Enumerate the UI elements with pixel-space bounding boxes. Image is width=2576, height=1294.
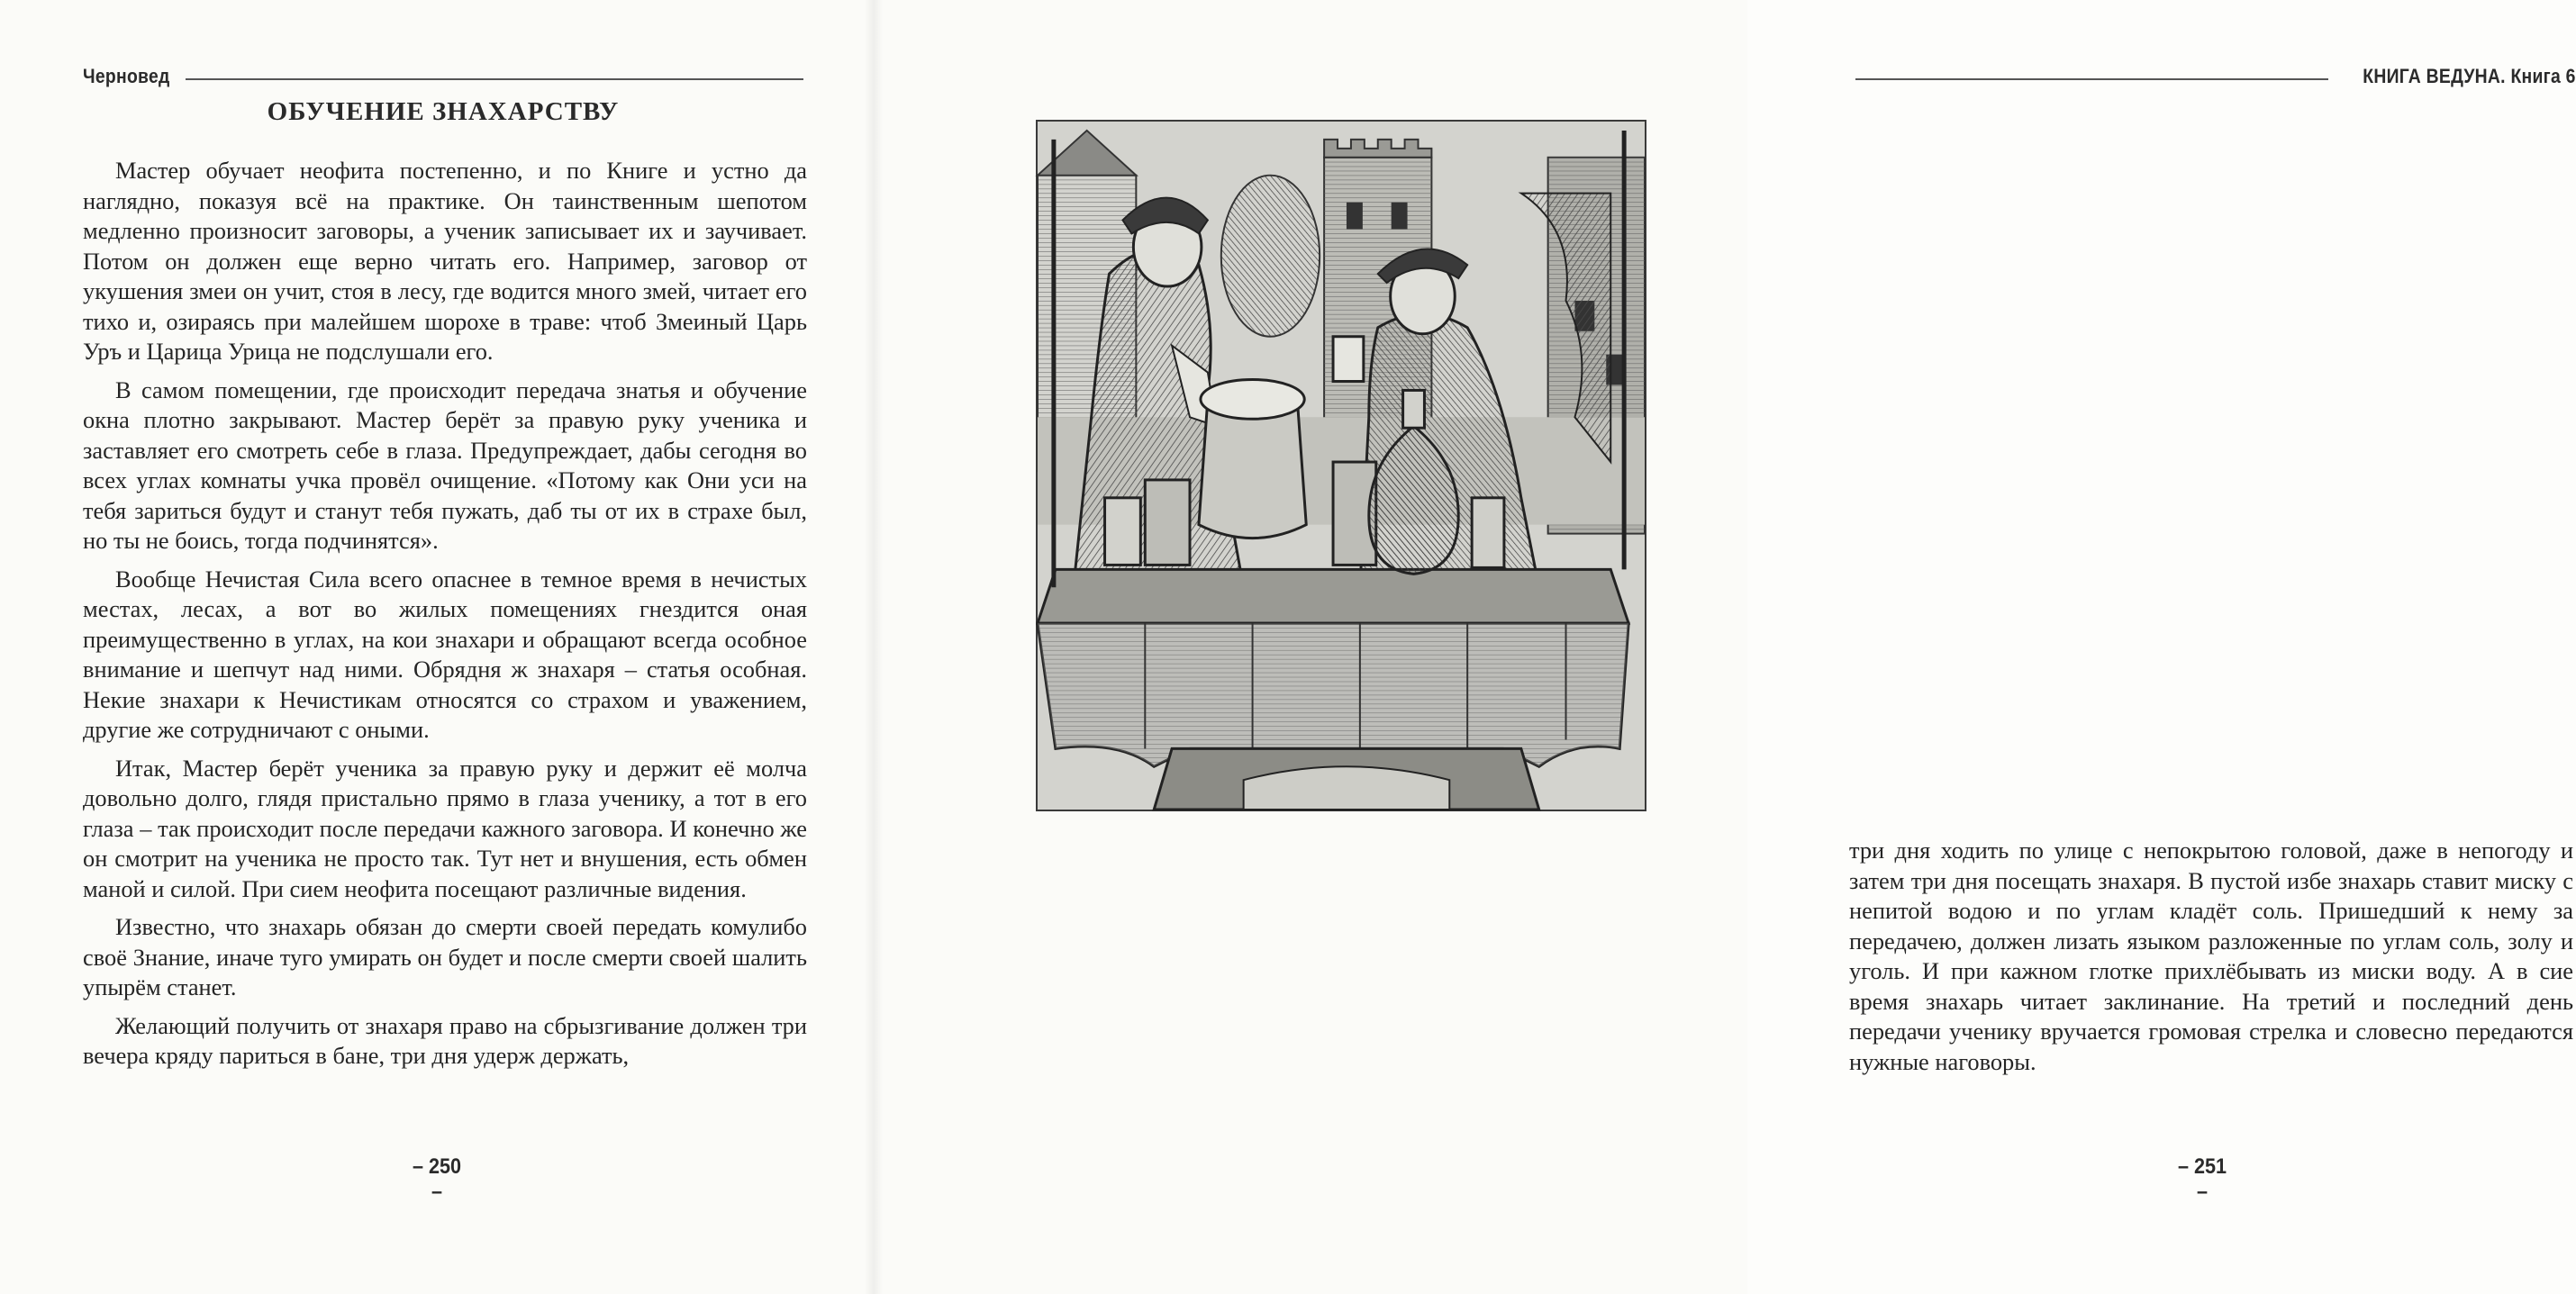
woodcut-engraving-image [1038, 122, 1645, 810]
running-head-author: Черновед [83, 65, 170, 87]
paragraph: В самом помещении, где происходит передача знатья и обучение окна плотно закрывают. Мастер берёт за правую руку ученика и заставляет его смотреть себе в глаза. Предупреждает, дабы сегодня во всех углах комнаты учка провёл очищение. «Потому как Они уси на тебя зариться будут и станут тебя пужать, даб ты от их в страхе был, но ты не боись, тогда подчинятся». [83, 376, 807, 554]
left-page [0, 0, 874, 1294]
right-text-column [1849, 836, 2573, 1085]
chapter-title: ОБУЧЕНИЕ ЗНАХАРСТВУ [267, 97, 620, 126]
page-number-right: – 251 – [2177, 1154, 2227, 1204]
running-head-right [1855, 63, 2576, 90]
paragraph: Известно, что знахарь обязан до смерти своей передать комулибо своё Знание, иначе туго умирать он будет и после смерти своей шалить упырём станет. [83, 913, 807, 1000]
paragraph: Желающий получить от знахаря право на сбрызгивание должен три вечера кряду париться в бане, три дня удерж держать, [83, 1011, 807, 1069]
paragraph: Вообще Нечистая Сила всего опаснее в темное время в нечистых местах, лесах, а вот во жилых помещениях гнездится оная преимущественно в углах, на кои знахари и обращают всегда особное внимание и шепчут над ними. Обрядня ж знахаря – статья особная. Некие знахари к Нечистикам относятся со страхом и уважением, другие же сотрудничают с оными. [83, 565, 807, 743]
left-text-column [83, 156, 807, 1080]
running-head-rule [1855, 78, 2328, 80]
running-head-rule [186, 78, 803, 80]
paragraph: три дня ходить по улице с непокрытою головой, даже в непогоду и затем три дня посещать знахаря. В пустой избе знахарь ставит миску с непитой водою и по углам кладёт соль. Пришедший к нему за передачею, должен лизать языком разложенные по углам соль, золу и уголь. И при кажном глотке прихлёбывать из миски воду. А в сие время знахарь читает заклинание. На третий и последний день передачи ученику вручается громовая стрелка и словесно передаются нужные наговоры. [1849, 837, 2573, 1075]
paragraph: Мастер обучает неофита постепенно, и по Книге и устно да наглядно, показуя всё на практике. Он таинственным шепотом медленно произносит заговоры, а ученик записывает их и заучивает. Потом он должен еще верно читать его. Например, заговор от укушения змеи он учит, стоя в лесу, где водится много змей, читает его тихо и, озираясь при малейшем шорохе в траве: чтоб Змеиный Царь Уръ и Царица Урица не подслушали его. [83, 157, 807, 365]
page-number-left: – 250 – [412, 1154, 462, 1204]
running-head-book-title: КНИГА ВЕДУНА. Книга 6 [2363, 65, 2576, 87]
running-head-left [83, 63, 803, 90]
paragraph: Итак, Мастер берёт ученика за правую руку и держит её молча довольно долго, глядя пристально прямо в глаза ученику, а тот в его глаза – так происходит после передачи кажного заговора. И конечно же он смотрит на ученика не просто так. Тут нет и внушения, есть обмен маной и силой. При сием неофита посещают различные видения. [83, 754, 807, 902]
woodcut-engraving [1036, 120, 1646, 811]
